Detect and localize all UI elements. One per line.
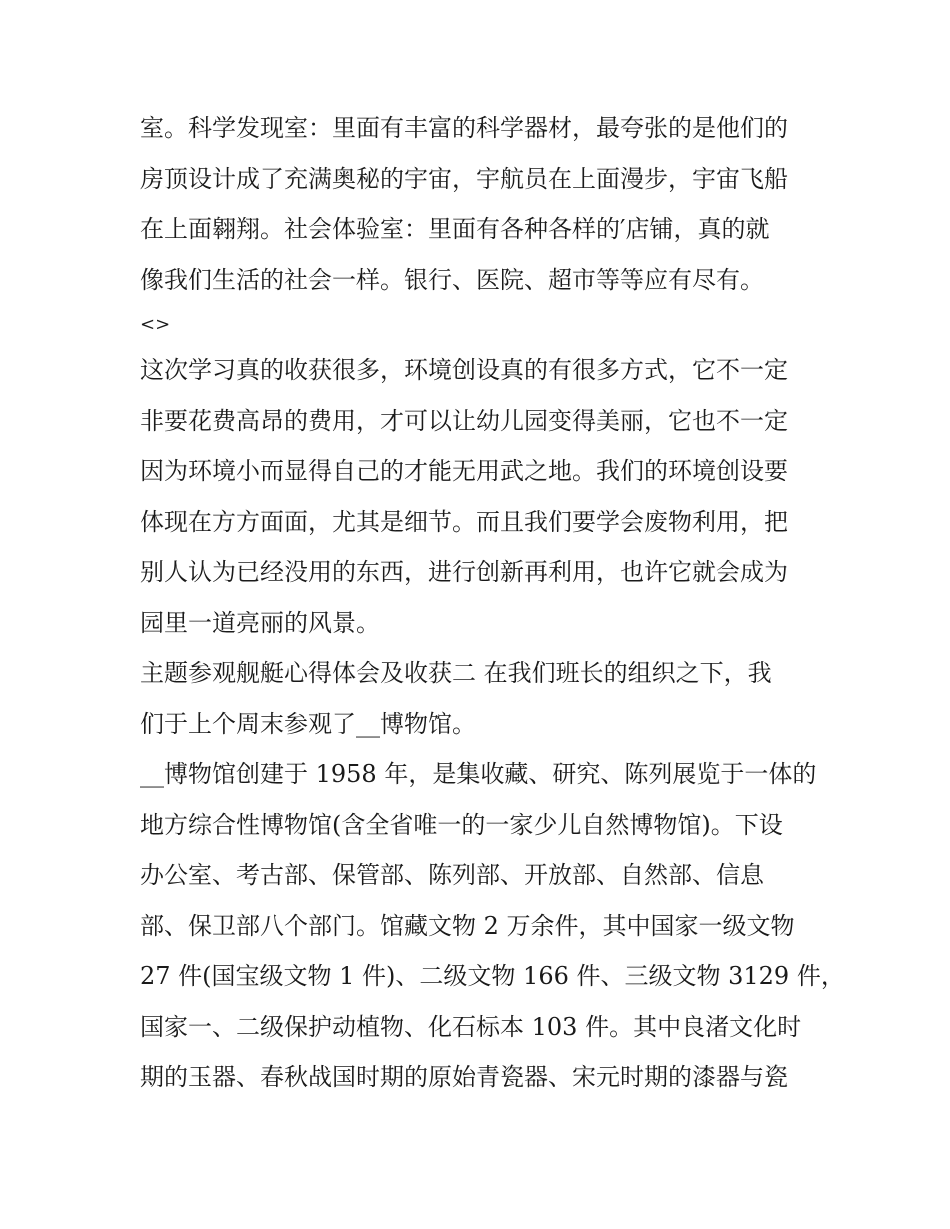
text-line: __博物馆创建于 1958 年，是集收藏、研究、陈列展览于一体的 [140, 760, 817, 788]
text-line: 非要花费高昂的费用，才可以让幼儿园变得美丽，它也不一定 [140, 406, 788, 435]
text-line: 像我们生活的社会一样。银行、医院、超市等等应有尽有。 [140, 265, 764, 294]
text-line: 室。科学发现室：里面有丰富的科学器材，最夸张的是他们的 [140, 114, 788, 142]
text-line: 办公室、考古部、保管部、陈列部、开放部、自然部、信息 [140, 861, 764, 889]
text-line: 因为环境小而显得自己的才能无用武之地。我们的环境创设要 [140, 457, 788, 485]
text-line: 地方综合性博物馆(含全省唯一的一家少儿自然博物馆)。下设 [140, 810, 783, 839]
text-line: 主题参观舰艇心得体会及收获二 在我们班长的组织之下，我 [140, 659, 772, 687]
text-line: 们于上个周末参观了__博物馆。 [140, 709, 476, 738]
text-line: 在上面翱翔。社会体验室：里面有各种各样的′店铺，真的就 [140, 215, 770, 243]
text-line: 这次学习真的收获很多，环境创设真的有很多方式，它不一定 [140, 356, 788, 384]
text-line: 国家一、二级保护动植物、化石标本 103 件。其中良渚文化时 [140, 1012, 802, 1041]
text-line: 27 件(国宝级文物 1 件)、二级文物 166 件、三级文物 3129 件， [140, 962, 845, 990]
text-line: 别人认为已经没用的东西，进行创新再利用，也许它就会成为 [140, 558, 788, 586]
document-body [140, 103, 845, 1103]
text-line: 房顶设计成了充满奥秘的宇宙，宇航员在上面漫步，宇宙飞船 [140, 164, 788, 193]
text-line: 体现在方方面面，尤其是细节。而且我们要学会废物利用，把 [140, 507, 788, 536]
text-line: 园里一道亮丽的风景。 [140, 608, 380, 637]
section-marker: <> [140, 314, 171, 335]
text-line: 部、保卫部八个部门。馆藏文物 2 万余件，其中国家一级文物 [140, 911, 795, 940]
text-line: 期的玉器、春秋战国时期的原始青瓷器、宋元时期的漆器与瓷 [140, 1063, 788, 1091]
